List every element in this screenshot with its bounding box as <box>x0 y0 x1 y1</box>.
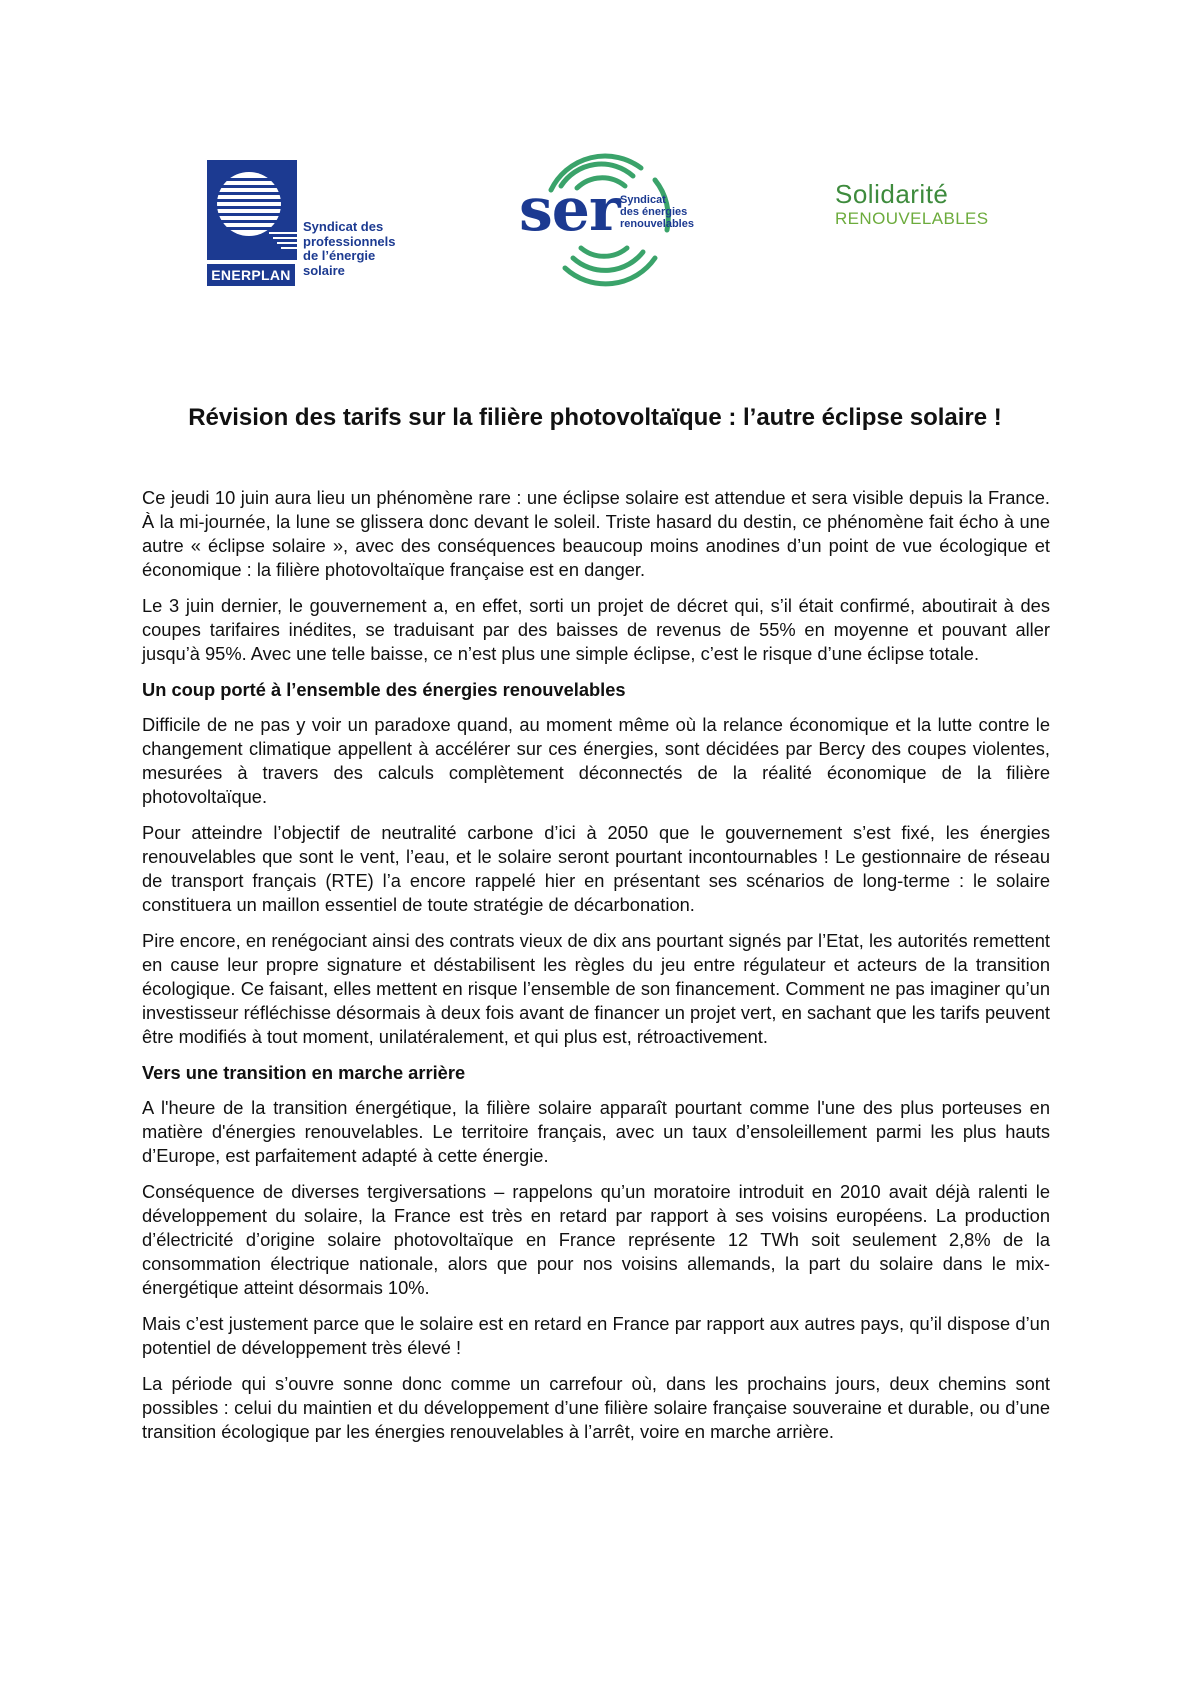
renouvelables-wordmark: RENOUVELABLES <box>835 209 989 228</box>
enerplan-tagline-line: de l’énergie <box>303 248 376 263</box>
ser-tagline <box>620 194 694 230</box>
paragraph: Pour atteindre l’objectif de neutralité carbone d’ici à 2050 que le gouvernement s’est fixé, les énergies renouvelables que sont le vent, l’eau, et le solaire seront pourtant incontournables ! Le gestionnaire de réseau de transport français (RTE) l’a encore rappelé hier en présentant ses scénarios de long-terme : le solaire constituera un maillon essentiel de toute stratégie de décarbonation. <box>142 822 1050 915</box>
document-title: Révision des tarifs sur la filière photovoltaïque : l’autre éclipse solaire ! <box>188 404 1002 431</box>
document-body <box>142 486 1050 1456</box>
enerplan-tagline-line: solaire <box>303 262 345 278</box>
ser-tagline-line: Syndicat <box>620 194 666 206</box>
ser-tagline-line: renouvelables <box>620 218 694 230</box>
ser-logo <box>515 150 715 290</box>
paragraph: La période qui s’ouvre sonne donc comme un carrefour où, dans les prochains jours, deux chemins sont possibles : celui du maintien et du développement d’une filière solaire française souveraine et durable, ou d’une transition écologique par les énergies renouvelables à l’arrêt, voire en marche arrière. <box>142 1373 1050 1442</box>
ser-wordmark: ser <box>519 175 620 245</box>
ser-tagline-line: des énergies <box>620 206 688 218</box>
paragraph: Le 3 juin dernier, le gouvernement a, en effet, sorti un projet de décret qui, s’il était confirmé, aboutirait à des coupes tarifaires inédites, se traduisant par des baisses de revenus de 55% en moyenne et pouvant aller jusqu’à 95%. Avec une telle baisse, ce n’est plus une simple éclipse, c’est le risque d’une éclipse totale. <box>142 595 1050 664</box>
enerplan-tagline-line: professionnels <box>303 233 396 249</box>
enerplan-tagline-line: Syndicat des <box>303 219 384 234</box>
logo-bar <box>0 150 1190 290</box>
enerplan-logo <box>207 160 407 285</box>
enerplan-wordmark: ENERPLAN <box>207 264 295 286</box>
paragraph: Ce jeudi 10 juin aura lieu un phénomène rare : une éclipse solaire est attendue et sera visible depuis la France. À la mi-journée, la lune se glissera donc devant le soleil. Triste hasard du destin, ce phénomène fait écho à une autre « éclipse solaire », avec des conséquences beaucoup moins anodines d’un point de vue écologique et économique : la filière photovoltaïque française est en danger. <box>142 487 1050 580</box>
solidarite-wordmark: Solidarité <box>835 179 949 209</box>
enerplan-tagline <box>303 220 413 278</box>
paragraph: Pire encore, en renégociant ainsi des contrats vieux de dix ans pourtant signés par l’Etat, les autorités remettent en cause leur propre signature et déstabilisent les règles du jeu entre régulateur et acteurs de la transition écologique. Ce faisant, elles mettent en risque l’ensemble de son financement. Comment ne pas imaginer qu’un investisseur réfléchisse désormais à deux fois avant de financer un projet vert, en sachant que les tarifs peuvent être modifiés à tout moment, unilatéralement, et qui plus est, rétroactivement. <box>142 930 1050 1047</box>
paragraph: Conséquence de diverses tergiversations – rappelons qu’un moratoire introduit en 2010 avait déjà ralenti le développement du solaire, la France est très en retard par rapport à ses voisins européens. La production d’électricité d’origine solaire photovoltaïque en France représente 12 TWh soit seulement 2,8% de la consommation électrique nationale, alors que pour nos voisins allemands, la part du solaire dans le mix-énergétique atteint désormais 10%. <box>142 1181 1050 1298</box>
paragraph: Difficile de ne pas y voir un paradoxe quand, au moment même où la relance économique et la lutte contre le changement climatique appellent à accélérer sur ces énergies, sont décidées par Bercy des coupes violentes, mesurées à travers des calculs complètement déconnectés de la réalité économique de la filière photovoltaïque. <box>142 714 1050 807</box>
section-heading: Vers une transition en marche arrière <box>142 1062 466 1083</box>
section-heading: Un coup porté à l’ensemble des énergies renouvelables <box>142 679 626 700</box>
paragraph: Mais c’est justement parce que le solaire est en retard en France par rapport aux autres pays, qu’il dispose d’un potentiel de développement très élevé ! <box>142 1313 1050 1358</box>
solidarite-logo <box>835 180 1035 240</box>
enerplan-sun-icon <box>207 160 297 260</box>
paragraph: A l'heure de la transition énergétique, la filière solaire apparaît pourtant comme l'une des plus porteuses en matière d'énergies renouvelables. Le territoire français, avec un taux d’ensoleillement parmi les plus hauts d’Europe, est parfaitement adapté à cette énergie. <box>142 1097 1050 1166</box>
